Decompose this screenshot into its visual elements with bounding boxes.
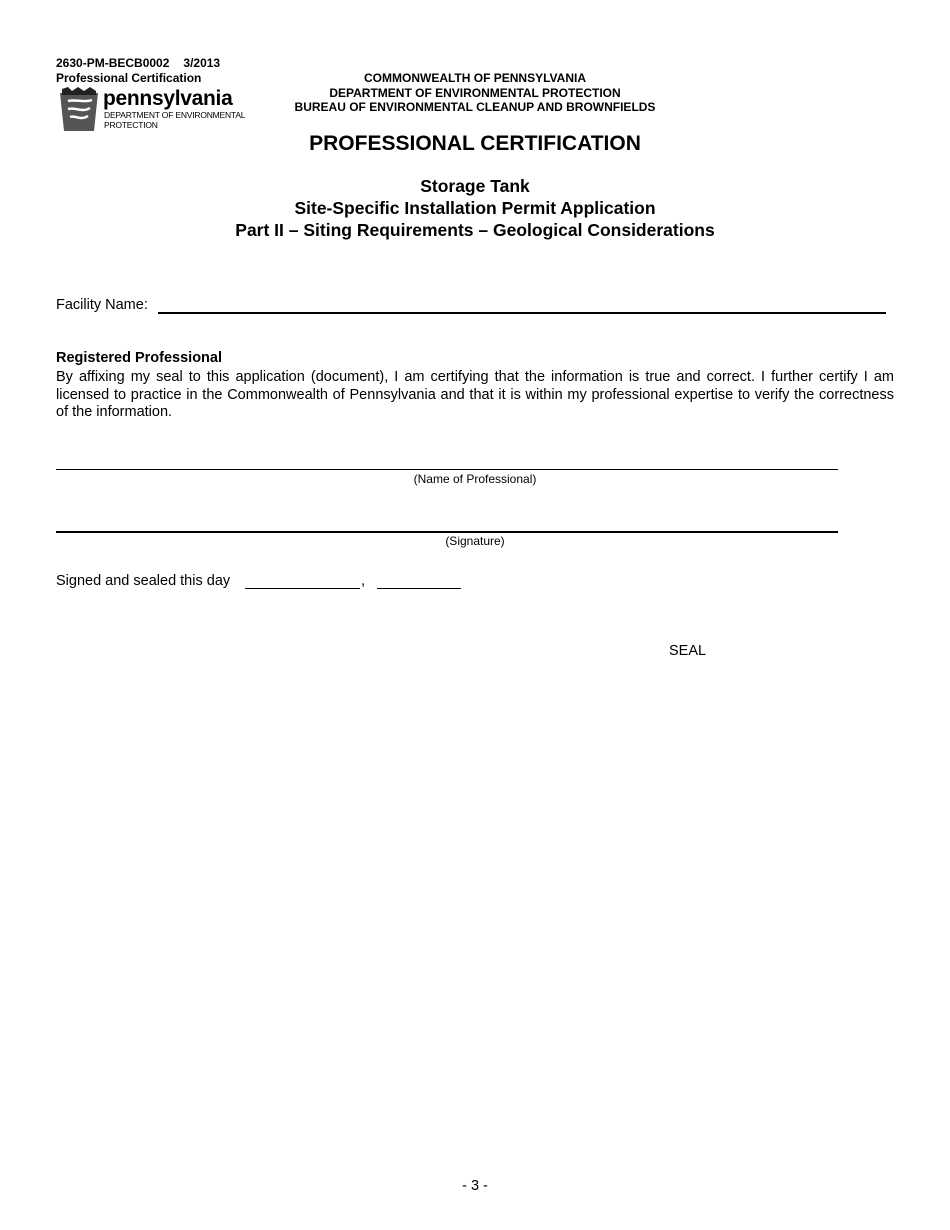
agency-heading xyxy=(240,71,710,115)
form-name: Professional Certification xyxy=(56,71,202,85)
agency-line-2: DEPARTMENT OF ENVIRONMENTAL PROTECTION xyxy=(329,85,621,100)
document-subtitle xyxy=(0,175,950,241)
certification-statement: By affixing my seal to this application (document), I am certifying that the information is true and correct. I further certify I am licensed to practice in the Commonwealth of Pennsylvania and that it is within my professional expertise to verify the correctness of the information. xyxy=(56,369,894,420)
registered-professional-heading: Registered Professional xyxy=(56,350,222,366)
signature-caption: (Signature) xyxy=(445,534,505,548)
page-title: PROFESSIONAL CERTIFICATION xyxy=(309,132,641,155)
agency-line-1: COMMONWEALTH OF PENNSYLVANIA xyxy=(364,71,586,85)
date-comma: , xyxy=(361,573,366,589)
agency-line-3: BUREAU OF ENVIRONMENTAL CLEANUP AND BROWNFIELDS xyxy=(294,100,656,114)
subtitle-line-3: Part II – Siting Requirements – Geological Considerations xyxy=(235,220,715,240)
subtitle-line-1: Storage Tank xyxy=(420,176,530,196)
subtitle-line-2: Site-Specific Installation Permit Application xyxy=(294,198,656,218)
logo-department-text xyxy=(104,110,245,130)
page-number: - 3 - xyxy=(462,1178,488,1194)
keystone-logo-icon xyxy=(58,87,100,131)
logo-dept-line1: DEPARTMENT OF ENVIRONMENTAL xyxy=(104,110,246,120)
form-date: 3/2013 xyxy=(183,56,221,70)
professional-name-caption: (Name of Professional) xyxy=(413,472,537,486)
facility-name-label: Facility Name: xyxy=(56,297,148,313)
form-identifier xyxy=(56,56,220,86)
seal-label: SEAL xyxy=(669,643,707,659)
pa-dep-logo xyxy=(58,87,258,133)
signed-sealed-label: Signed and sealed this day xyxy=(56,573,231,589)
form-number: 2630-PM-BECB0002 xyxy=(56,56,170,70)
signature-field[interactable] xyxy=(56,531,838,533)
logo-dept-line2: PROTECTION xyxy=(104,120,158,130)
facility-name-field[interactable] xyxy=(158,312,886,314)
day-field[interactable] xyxy=(245,588,360,589)
year-field[interactable] xyxy=(377,588,461,589)
logo-wordmark: pennsylvania xyxy=(103,87,233,110)
professional-name-field[interactable] xyxy=(56,469,838,470)
